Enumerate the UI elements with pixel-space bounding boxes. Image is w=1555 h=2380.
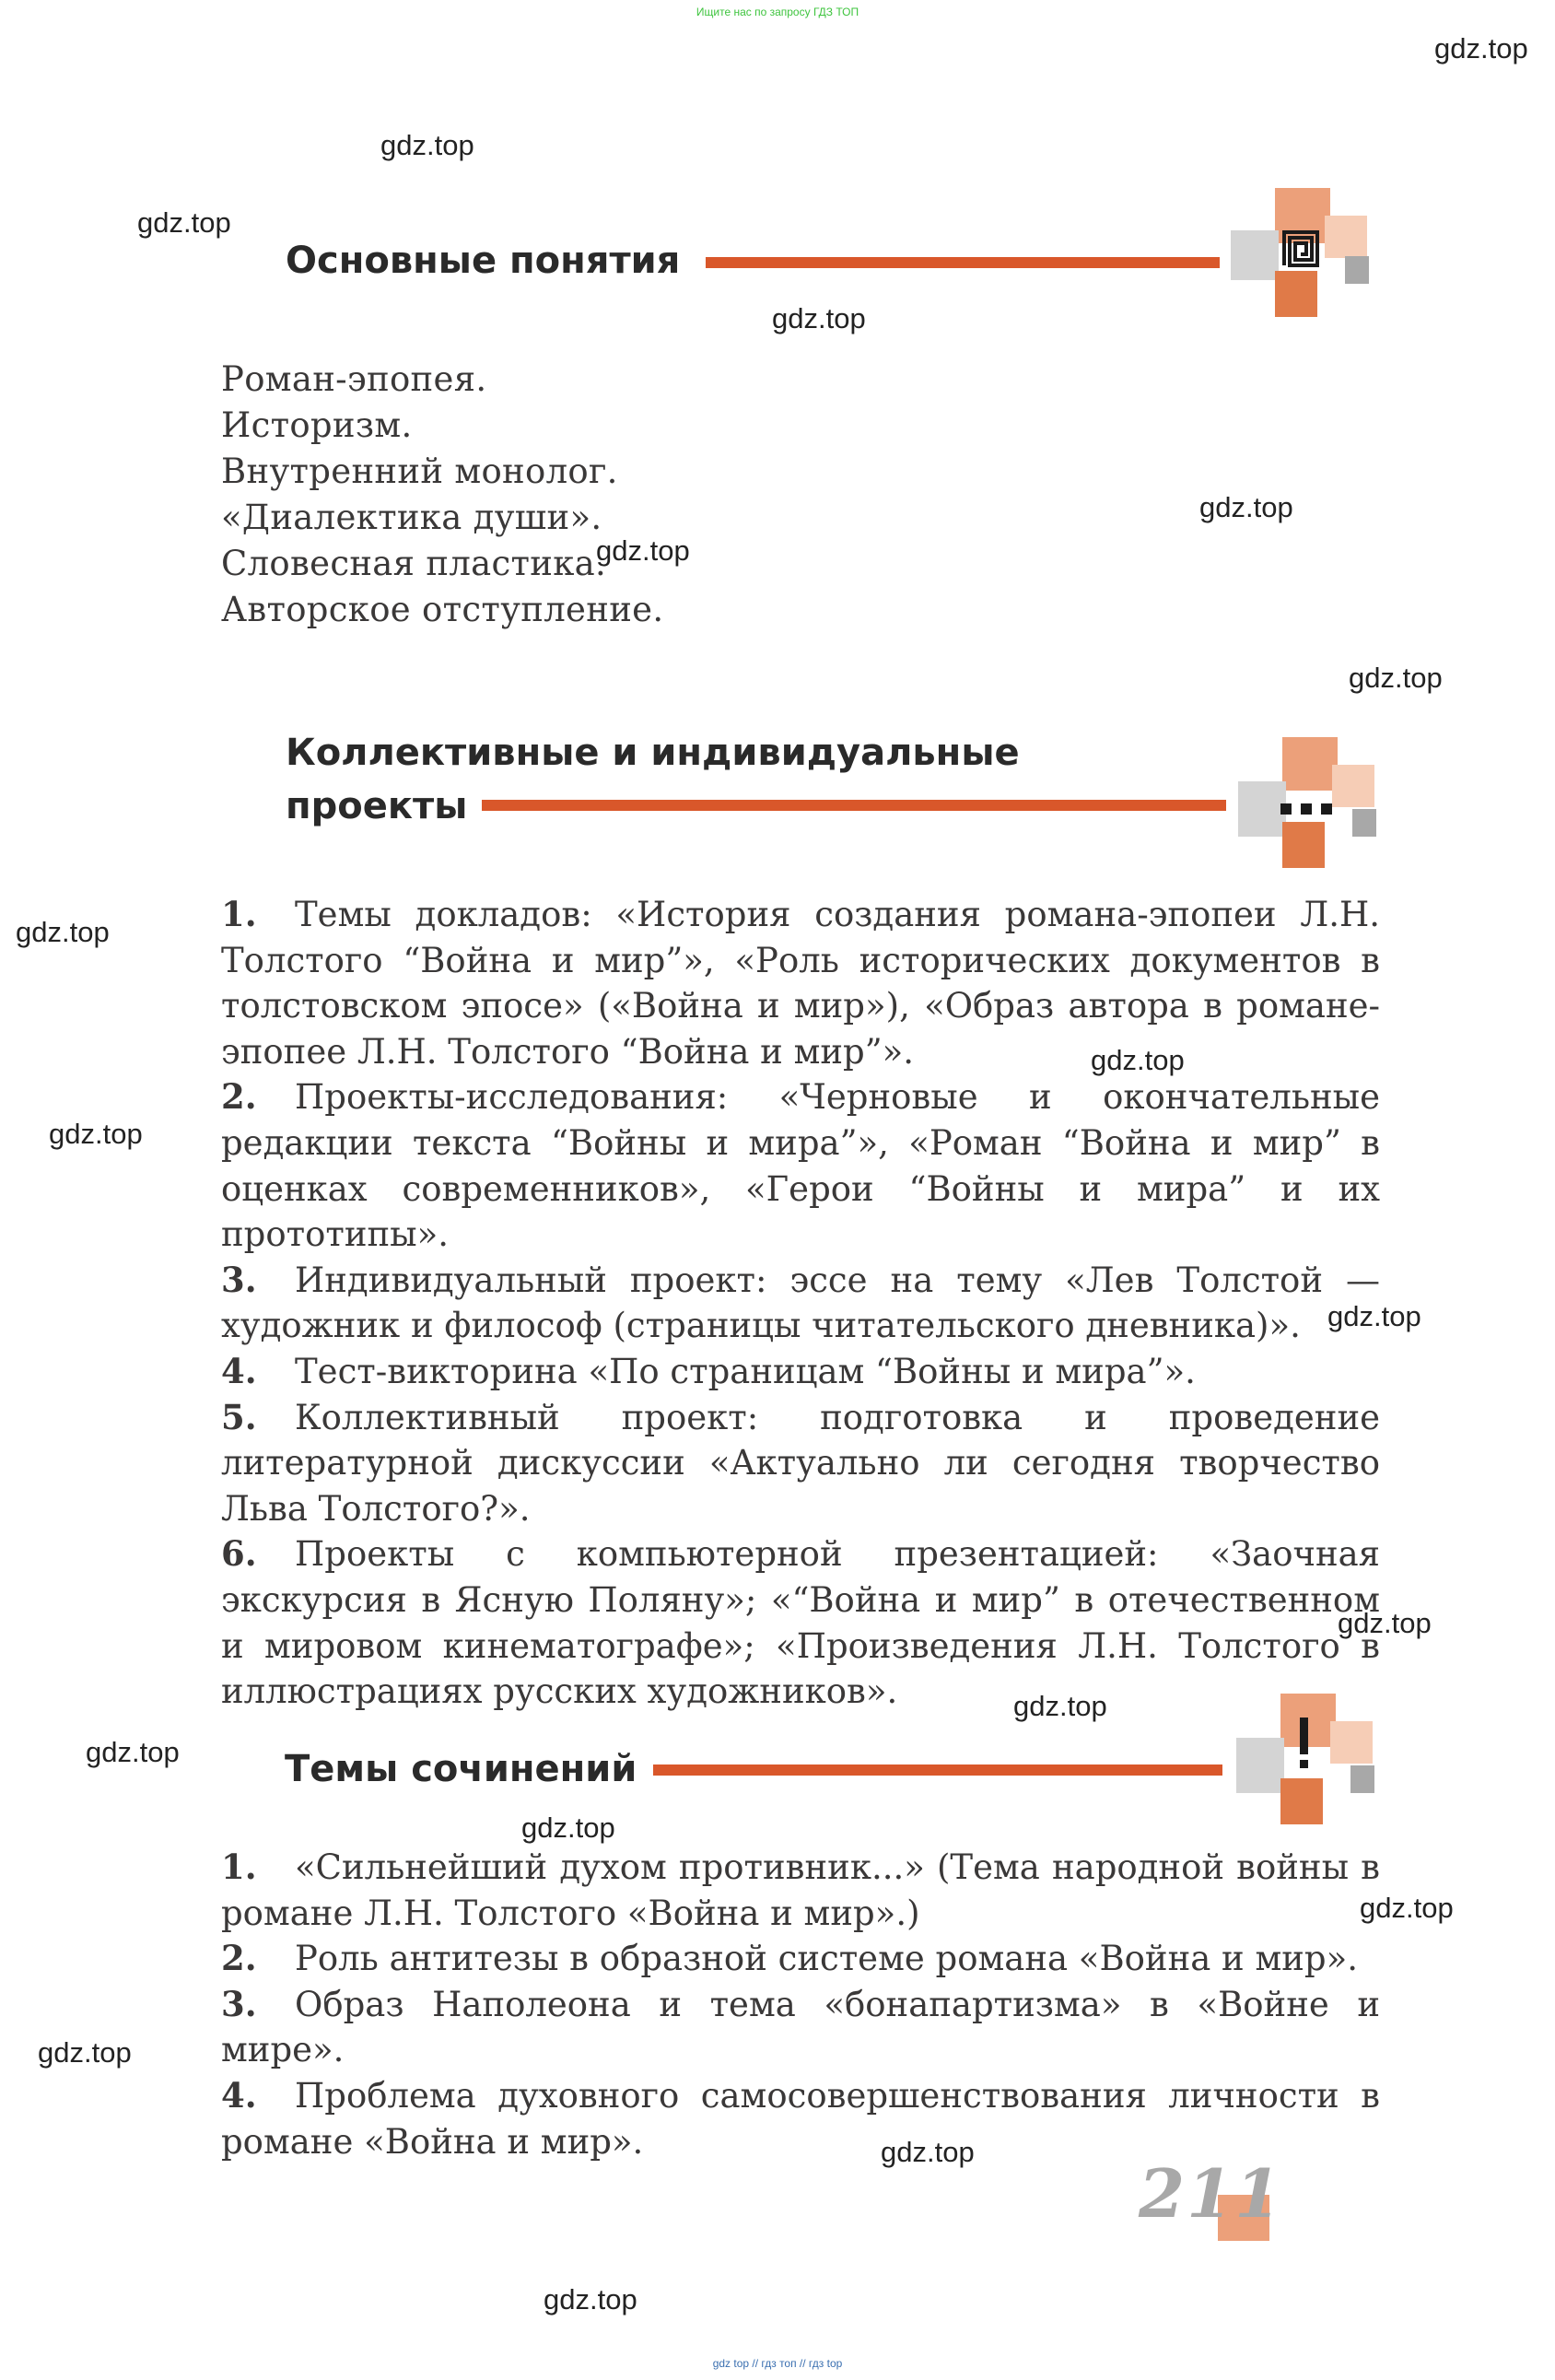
list-item <box>221 1349 1380 1395</box>
list-item <box>221 1845 1380 1936</box>
section-rule <box>482 800 1226 811</box>
item-number: 3. <box>221 1259 257 1300</box>
spiral-icon <box>1231 188 1378 317</box>
list-item <box>221 2073 1380 2168</box>
section-rule <box>653 1764 1222 1776</box>
item-number: 5. <box>221 1396 257 1437</box>
list-item: Авторское отступление. <box>221 590 664 629</box>
item-text: Роль антитезы в образной системе романа «Война и мир». <box>295 1939 1358 1979</box>
ellipsis-icon <box>1238 737 1385 868</box>
item-text: Проблема духовного самосовершенствования личности в романе «Война и мир». <box>221 2075 1380 2162</box>
page-number: 211 <box>1139 2154 1283 2233</box>
item-number: 2. <box>221 1076 257 1118</box>
item-number: 1. <box>221 894 257 934</box>
watermark: gdz.top <box>1360 1892 1454 1924</box>
item-number: 3. <box>221 1983 257 2024</box>
watermark: gdz.top <box>38 2036 132 2069</box>
watermark: gdz.top <box>380 129 474 161</box>
item-text: Проекты с компьютерной презентацией: «Заочная экскурсия в Ясную Поляну»; «“Война и мир” в отечественном и мировом кинематографе»; «Произведения Л.Н. Толстого в иллюстрациях русских художников». <box>221 1534 1380 1712</box>
concepts-list <box>221 357 663 633</box>
watermark: gdz.top <box>1013 1690 1107 1722</box>
watermark: gdz.top <box>1434 32 1528 64</box>
watermark: gdz.top <box>1349 662 1443 694</box>
item-text: «Сильнейший духом противник...» (Тема народной войны в романе Л.Н. Толстого «Война и мир».) <box>221 1847 1380 1933</box>
list-item: Внутренний монолог. <box>221 451 618 491</box>
exclamation-icon <box>1236 1694 1384 1824</box>
item-text: Проекты-исследования: «Черновые и окончательные редакции текста “Войны и мира”», «Роман “Война и мир” в оценках современников», «Герои “Войны и мира” и их прототипы». <box>221 1077 1380 1255</box>
watermark: gdz.top <box>1327 1300 1421 1332</box>
watermark: gdz.top <box>16 916 110 948</box>
watermark: gdz.top <box>596 534 690 567</box>
item-number: 6. <box>221 1533 257 1575</box>
item-number: 1. <box>221 1847 257 1887</box>
section-title-concepts: Основные понятия <box>286 240 681 282</box>
item-text: Образ Наполеона и тема «бонапартизма» в «Войне и мире». <box>221 1984 1380 2070</box>
item-text: Коллективный проект: подготовка и проведение литературной дискуссии «Актуально ли сегодня творчество Льва Толстого?». <box>221 1397 1380 1529</box>
section-title-projects: Коллективные и индивидуальные <box>286 732 1020 774</box>
list-item <box>221 1982 1380 2073</box>
essays-list <box>221 1845 1380 2168</box>
watermark: gdz.top <box>544 2283 637 2316</box>
list-item <box>221 1936 1380 1982</box>
item-number: 4. <box>221 1350 257 1391</box>
list-item: «Диалектика души». <box>221 498 602 537</box>
projects-list <box>221 892 1380 1715</box>
watermark: gdz.top <box>86 1736 180 1768</box>
watermark: gdz.top <box>49 1118 143 1150</box>
list-item <box>221 892 1380 1074</box>
item-text: Индивидуальный проект: эссе на тему «Лев Толстой — художник и философ (страницы читательского дневника)». <box>221 1260 1380 1346</box>
list-item <box>221 1531 1380 1714</box>
watermark: gdz.top <box>772 302 866 334</box>
top-banner: Ищите нас по запросу ГДЗ ТОП <box>696 6 859 18</box>
list-item <box>221 1395 1380 1532</box>
section-title-essays: Темы сочинений <box>285 1748 637 1790</box>
list-item: Словесная пластика. <box>221 544 607 583</box>
list-item: Историзм. <box>221 405 413 445</box>
item-number: 2. <box>221 1938 257 1979</box>
watermark: gdz.top <box>1199 491 1293 523</box>
item-number: 4. <box>221 2074 257 2116</box>
list-item <box>221 1258 1380 1349</box>
item-text: Темы докладов: «История создания романа-эпопеи Л.Н. Толстого “Война и мир”», «Роль исторических документов в толстовском эпосе» («Война и мир»), «Образ автора в романе-эпопее Л.Н. Толстого “Война и мир”». <box>221 895 1380 1072</box>
section-rule <box>706 257 1220 268</box>
watermark: gdz.top <box>1091 1044 1185 1076</box>
watermark: gdz.top <box>521 1811 615 1844</box>
section-title-projects-line2: проекты <box>286 785 468 827</box>
list-item <box>221 1074 1380 1257</box>
list-item: Роман-эпопея. <box>221 359 487 399</box>
watermark: gdz.top <box>881 2136 975 2168</box>
watermark: gdz.top <box>137 206 231 239</box>
item-text: Тест-викторина «По страницам “Войны и мира”». <box>295 1351 1196 1391</box>
watermark: gdz.top <box>1338 1607 1432 1639</box>
bottom-banner: gdz top // гдз топ // гдз top <box>712 2357 843 2370</box>
